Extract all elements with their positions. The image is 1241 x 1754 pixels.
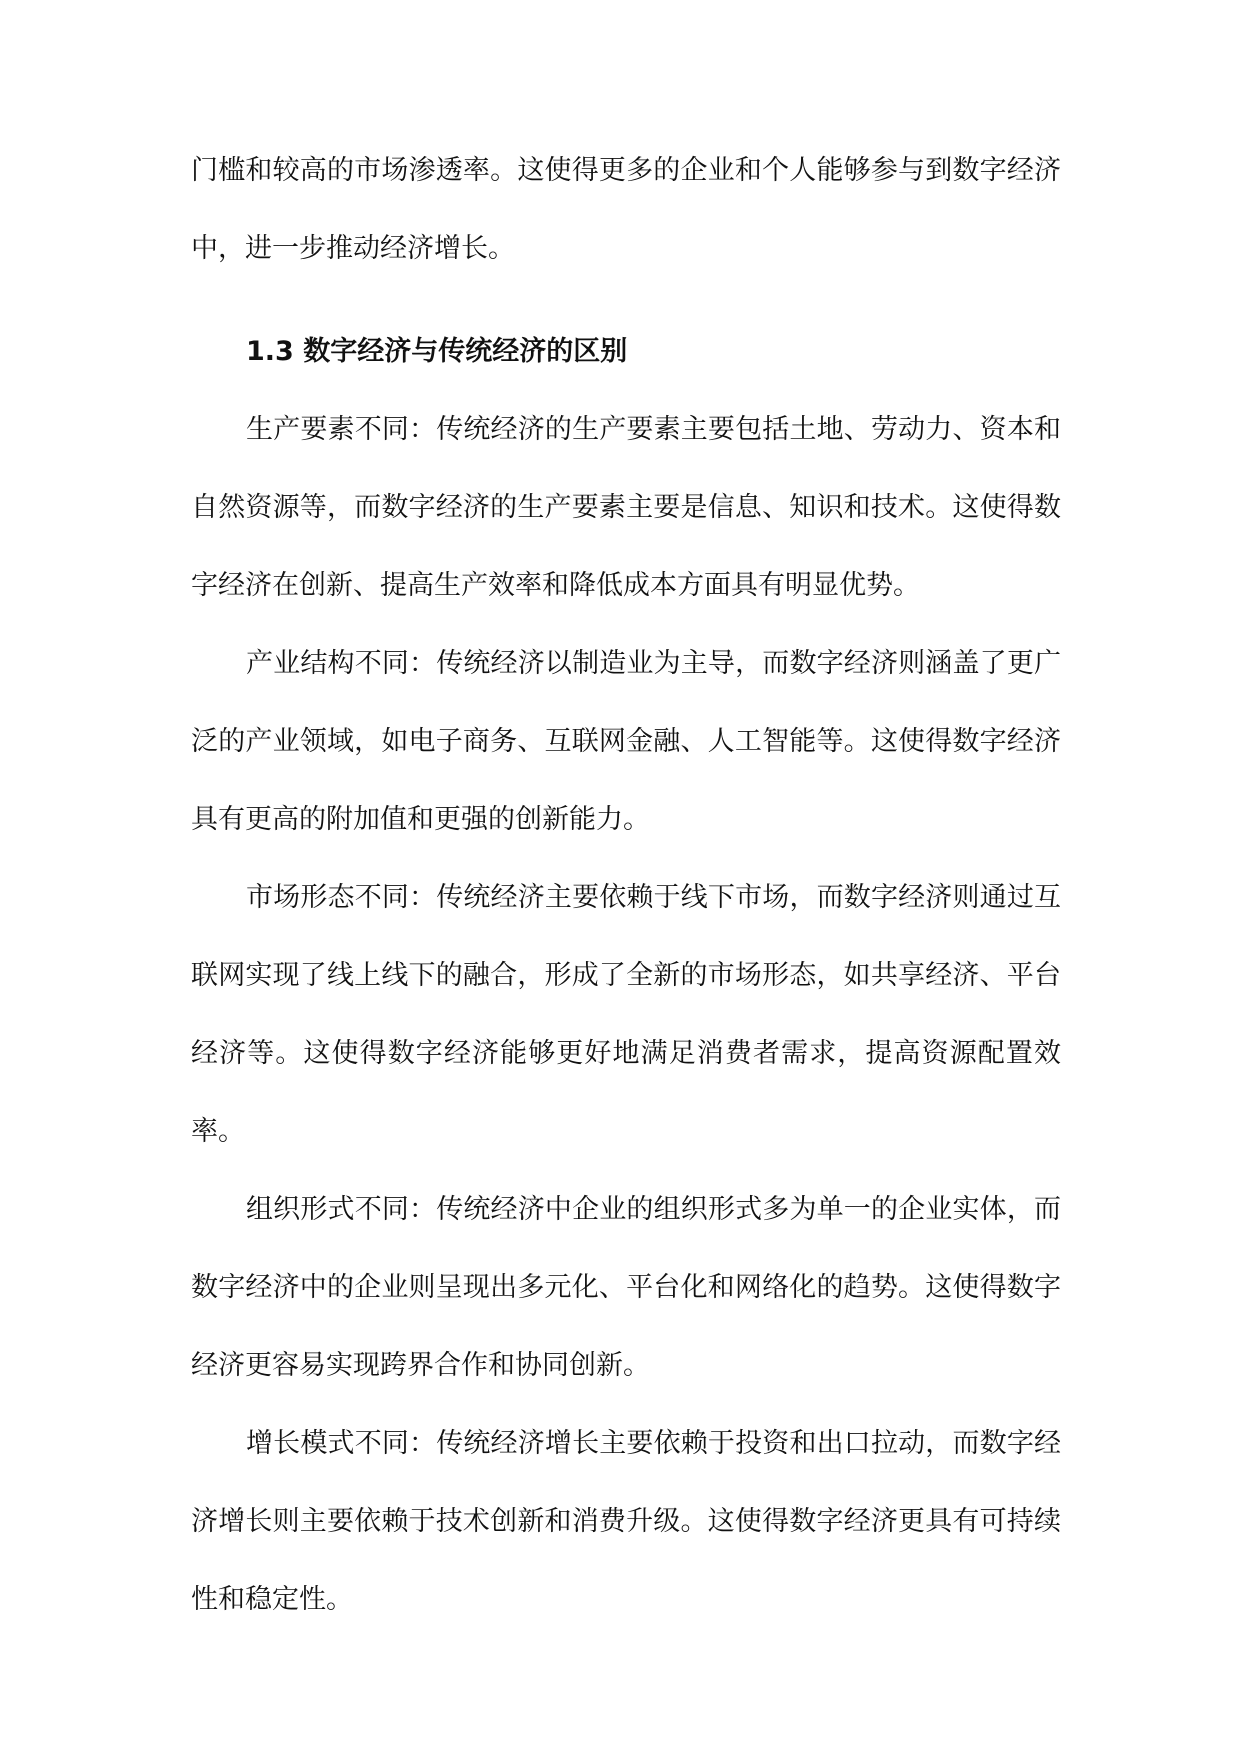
paragraph-industrial-structure: 产业结构不同：传统经济以制造业为主导，而数字经济则涵盖了更广泛的产业领域，如电子商务、互联网金融、人工智能等。这使得数字经济具有更高的附加值和更强的创新能力。 — [191, 648, 1061, 835]
paragraph-growth-mode: 增长模式不同：传统经济增长主要依赖于投资和出口拉动，而数字经济增长则主要依赖于技术创新和消费升级。这使得数字经济更具有可持续性和稳定性。 — [191, 1428, 1061, 1615]
continuation-paragraph: 门槛和较高的市场渗透率。这使得更多的企业和个人能够参与到数字经济中，进一步推动经济增长。 — [191, 155, 1061, 264]
paragraph-market-form: 市场形态不同：传统经济主要依赖于线下市场，而数字经济则通过互联网实现了线上线下的融合，形成了全新的市场形态，如共享经济、平台经济等。这使得数字经济能够更好地满足消费者需求，提高资源配置效率。 — [191, 882, 1061, 1147]
paragraph-organization-form: 组织形式不同：传统经济中企业的组织形式多为单一的企业实体，而数字经济中的企业则呈现出多元化、平台化和网络化的趋势。这使得数字经济更容易实现跨界合作和协同创新。 — [191, 1194, 1061, 1381]
paragraph-production-factors: 生产要素不同：传统经济的生产要素主要包括土地、劳动力、资本和自然资源等，而数字经济的生产要素主要是信息、知识和技术。这使得数字经济在创新、提高生产效率和降低成本方面具有明显优势。 — [191, 414, 1061, 601]
section-body — [191, 391, 1061, 1639]
section-heading: 1.3 数字经济与传统经济的区别 — [246, 336, 628, 367]
